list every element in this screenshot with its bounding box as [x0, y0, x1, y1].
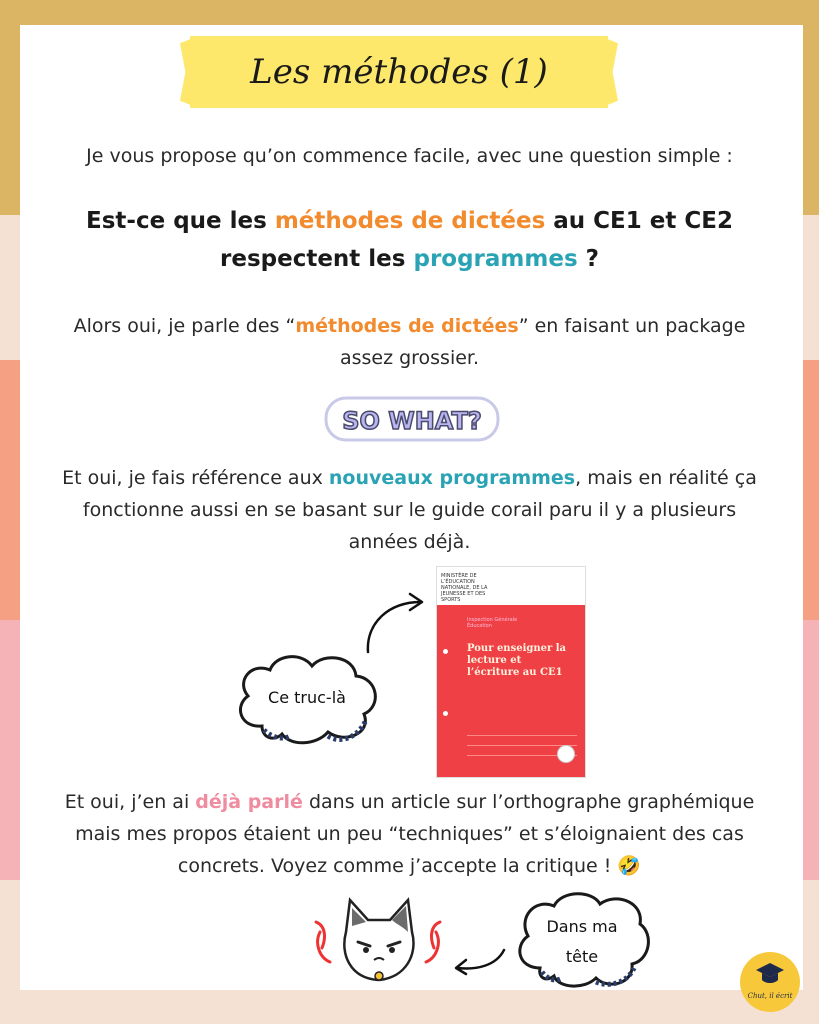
- paragraph-2-highlight: méthodes de dictées: [295, 315, 519, 337]
- cloud-2-line1: Dans ma: [546, 917, 618, 936]
- guide-corail-book-cover: [436, 566, 586, 778]
- so-what-sticker: [322, 392, 502, 446]
- book-rule: [467, 735, 577, 736]
- book-subtitle: Inspection Générale Éducation: [467, 617, 518, 629]
- paragraph-3-line3: années déjà.: [348, 531, 471, 553]
- book-title: Pour enseigner la lecture et l’écriture au CE1: [467, 643, 567, 678]
- paragraph-4-line3: concrets. Voyez comme j’accepte la critique ! 🤣: [177, 855, 642, 877]
- paragraph-3-line2: fonctionne aussi en se basant sur le guide corail paru il y a plusieurs: [82, 499, 737, 521]
- question-highlight-methods: méthodes de dictées: [274, 208, 546, 234]
- brand-logo: [740, 952, 800, 1012]
- graduation-cap-icon: [754, 960, 786, 986]
- cloud-2-line2: tête: [565, 947, 599, 966]
- title-banner: [190, 36, 608, 108]
- paragraph-3-part2: , mais en réalité ça: [575, 467, 757, 489]
- book-dot: [443, 711, 448, 716]
- cloud-2-text: [530, 912, 634, 972]
- paragraph-3-highlight: nouveaux programmes: [328, 467, 576, 489]
- paragraph-4-line2: mais mes propos étaient un peu “techniques” et s’éloignaient des cas: [75, 823, 744, 845]
- question-part2: au CE1 et CE2: [545, 208, 733, 234]
- book-dot: [443, 649, 448, 654]
- paragraph-3-part1: Et oui, je fais référence aux: [62, 467, 329, 489]
- question-part1: Est-ce que les: [86, 208, 275, 234]
- main-question: [20, 202, 799, 278]
- paragraph-2-line2: assez grossier.: [339, 347, 480, 369]
- book-seal-icon: [557, 745, 575, 763]
- question-part4: ?: [577, 246, 599, 272]
- paragraph-3: [20, 462, 799, 558]
- paragraph-4-part2: dans un article sur l’orthographe graphémique: [302, 791, 755, 813]
- paragraph-2-part1: Alors oui, je parle des “: [73, 315, 296, 337]
- question-part3: respectent les: [220, 246, 414, 272]
- book-header: MINISTÈRE DE L’ÉDUCATION NATIONALE, DE LA JEUNESSE ET DES SPORTS: [441, 573, 488, 603]
- so-what-text: SO WHAT?: [342, 407, 482, 435]
- intro-text: Je vous propose qu’on commence facile, avec une question simple :: [86, 145, 733, 167]
- angry-cat-icon: [312, 892, 444, 988]
- paragraph-4: [20, 786, 799, 882]
- paragraph-4-part1: Et oui, j’en ai: [64, 791, 196, 813]
- logo-text: Chut, il écrit: [747, 992, 793, 1000]
- paragraph-4-highlight: déjà parlé: [195, 791, 303, 813]
- paragraph-2: [20, 310, 799, 374]
- arrow-to-cat-icon: [452, 946, 508, 976]
- page-title: Les méthodes (1): [250, 52, 548, 92]
- cloud-1-text: Ce truc-là: [268, 688, 346, 707]
- arrow-to-book-icon: [360, 592, 430, 656]
- paragraph-2-part2: ” en faisant un package: [518, 315, 746, 337]
- question-highlight-programmes: programmes: [413, 246, 578, 272]
